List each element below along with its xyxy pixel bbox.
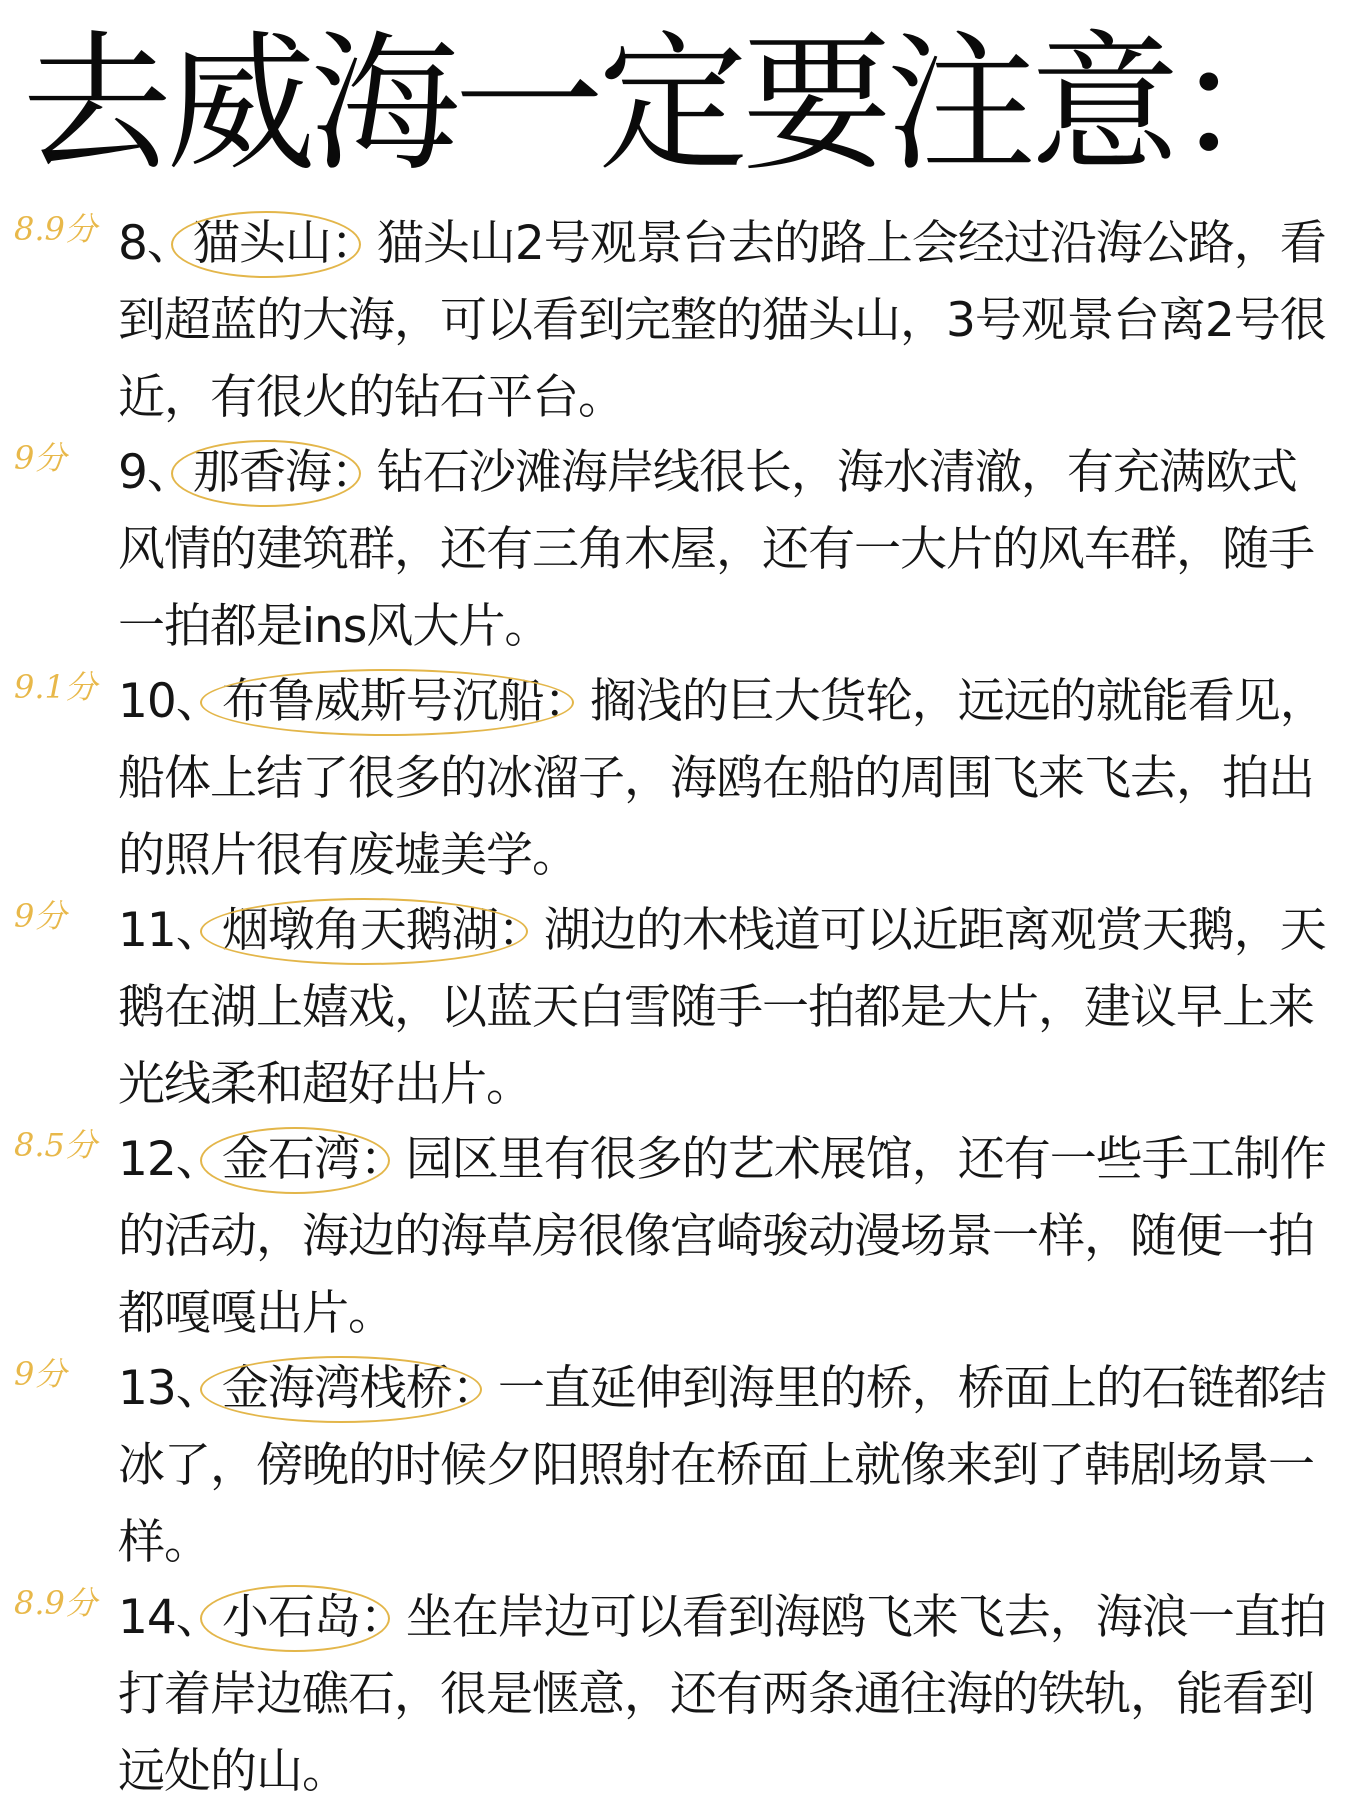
item-description: 坐在岸边可以看到海鸥飞来飞去，海浪一直拍打着岸边礁石，很是惬意，还有两条通往海的铁轨，能看到远处的山。 [118,1590,1326,1799]
item-body [118,205,1333,436]
item-name [193,205,331,282]
item-description: 一直延伸到海里的桥，桥面上的石链都结冰了，傍晚的时候夕阳照射在桥面上就像来到了韩剧场景一样。 [118,1361,1326,1570]
item-body [118,892,1333,1123]
item-number: 10、 [118,674,222,729]
item-description: 园区里有很多的艺术展馆，还有一些手工制作的活动，海边的海草房很像宫崎骏动漫场景一样，随便一拍都嘎嘎出片。 [118,1132,1326,1341]
item-description: 钻石沙滩海岸线很长，海水清澈，有充满欧式风情的建筑群，还有三角木屋，还有一大片的风车群，随手一拍都是ins风大片。 [118,445,1314,654]
item-colon: ： [543,674,590,729]
item-name-text: 那香海 [192,445,331,500]
item-colon: ： [497,903,544,958]
item-colon: ： [451,1361,498,1416]
item-name-text: 布鲁威斯号沉船 [221,674,544,729]
item-description: 猫头山2号观景台去的路上会经过沿海公路，看到超蓝的大海，可以看到完整的猫头山，3号观景台离2号很近，有很火的钻石平台。 [118,216,1326,425]
item-number: 11、 [118,903,222,958]
rating-score: 8.9分 [14,210,97,248]
item-name-text: 猫头山 [192,216,331,271]
item-number: 9、 [118,445,193,500]
item-body [118,1579,1333,1810]
rating-score: 9.1分 [14,668,97,706]
item-colon: ： [330,445,377,500]
item-name [222,892,498,969]
rating-score: 8.5分 [14,1126,97,1164]
item-number: 13、 [118,1361,222,1416]
item-name-text: 金石湾 [221,1132,360,1187]
item-number: 12、 [118,1132,222,1187]
item-body [118,1350,1333,1581]
rating-score: 9分 [14,1355,67,1393]
item-name-text: 小石岛 [221,1590,360,1645]
item-body [118,1121,1333,1352]
item-colon: ： [359,1590,406,1645]
item-name [193,434,331,511]
rating-score: 9分 [14,439,67,477]
item-name [222,663,544,740]
item-body [118,434,1333,665]
page-title: 去威海一定要注意： [22,18,1319,192]
item-name-text: 烟墩角天鹅湖 [221,903,498,958]
item-description: 搁浅的巨大货轮，远远的就能看见，船体上结了很多的冰溜子，海鸥在船的周围飞来飞去，拍出的照片很有废墟美学。 [118,674,1326,883]
rating-score: 8.9分 [14,1584,97,1622]
item-name [222,1579,360,1656]
item-body [118,663,1333,894]
item-number: 8、 [118,216,193,271]
item-name [222,1350,452,1427]
item-number: 14、 [118,1590,222,1645]
item-name-text: 金海湾栈桥 [221,1361,452,1416]
item-colon: ： [359,1132,406,1187]
item-description: 湖边的木栈道可以近距离观赏天鹅，天鹅在湖上嬉戏，以蓝天白雪随手一拍都是大片，建议早上来光线柔和超好出片。 [118,903,1326,1112]
rating-score: 9分 [14,897,67,935]
item-colon: ： [330,216,377,271]
item-name [222,1121,360,1198]
